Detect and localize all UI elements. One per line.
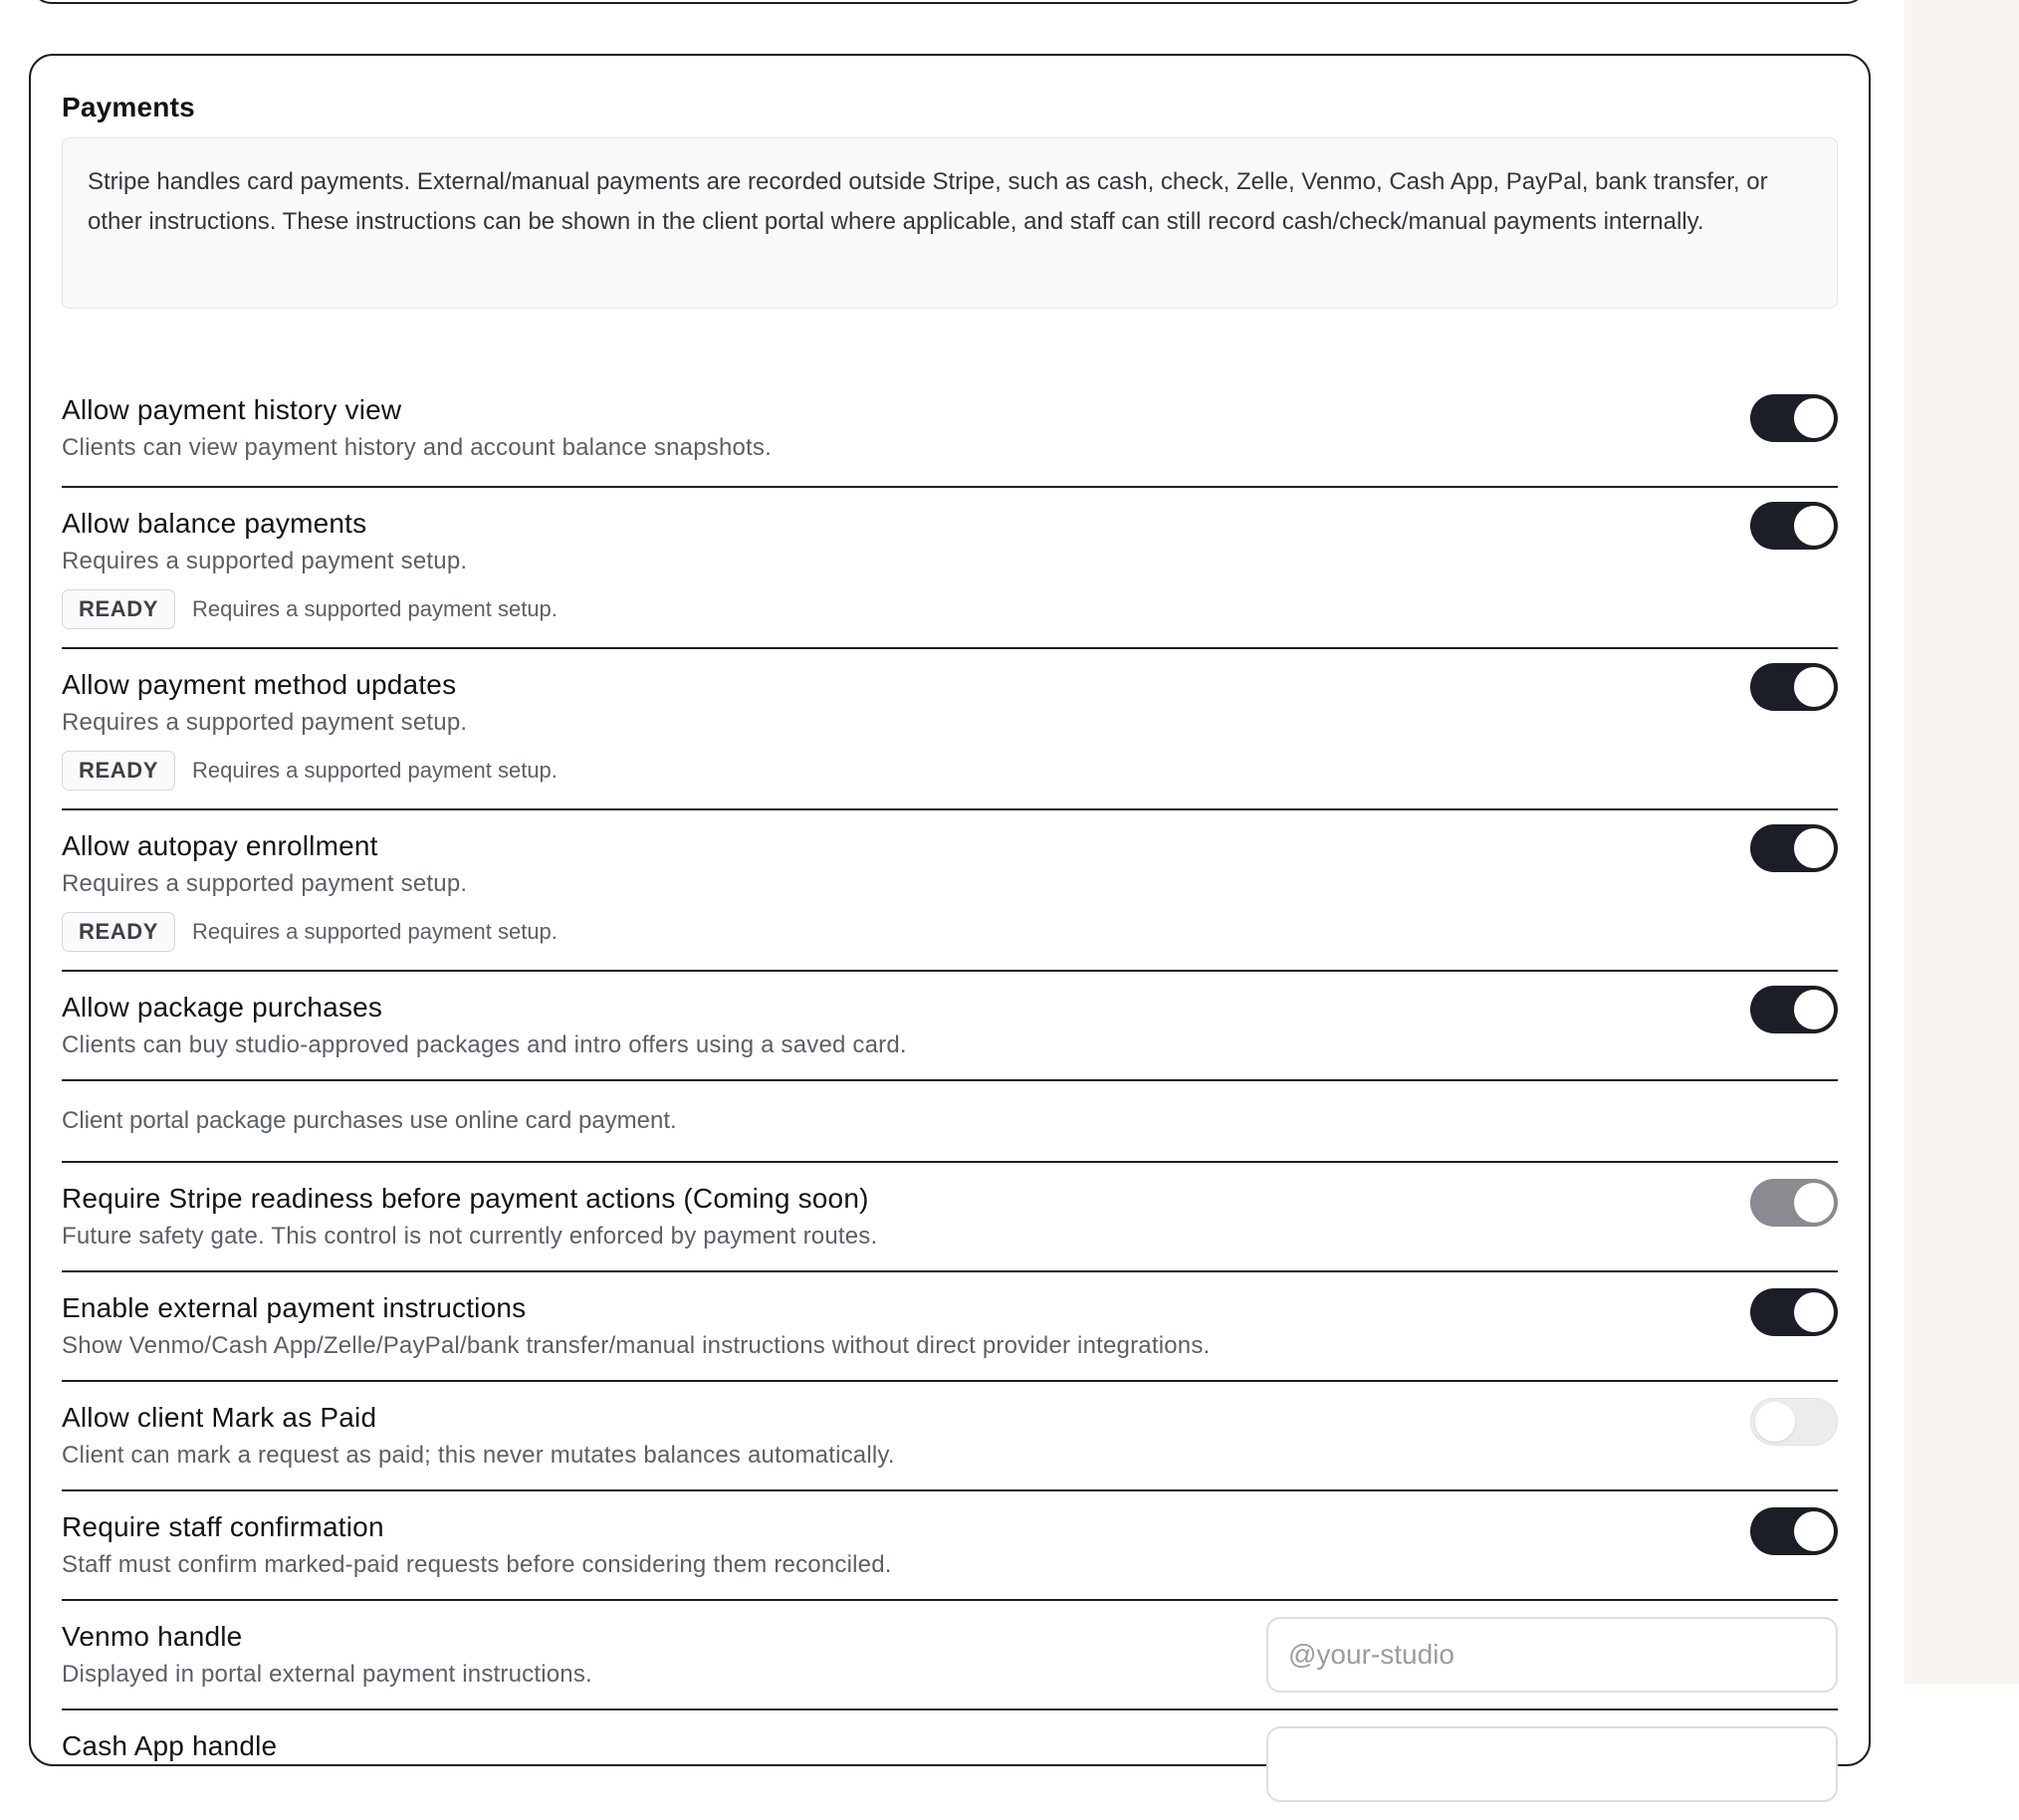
setting-description: Staff must confirm marked-paid requests before considering them reconciled. <box>62 1551 892 1578</box>
external-instructions-toggle[interactable] <box>1750 1288 1838 1336</box>
setting-row-stripe-readiness <box>62 1163 1838 1272</box>
setting-row-autopay-enrollment <box>62 810 1838 972</box>
setting-title: Require staff confirmation <box>62 1511 384 1542</box>
mark-as-paid-toggle[interactable] <box>1750 1398 1838 1446</box>
setting-row-cashapp-handle <box>62 1710 1838 1820</box>
toggle-knob <box>1755 1402 1795 1442</box>
cashapp-handle-input[interactable] <box>1266 1726 1838 1802</box>
setting-row-venmo-handle <box>62 1601 1838 1710</box>
toggle-knob <box>1794 398 1834 438</box>
toggle-knob <box>1794 828 1834 868</box>
setting-row-staff-confirmation <box>62 1491 1838 1601</box>
section-title: Payments <box>62 92 195 122</box>
toggle-knob <box>1794 990 1834 1029</box>
setting-description: Client can mark a request as paid; this never mutates balances automatically. <box>62 1442 895 1469</box>
status-badge: READY <box>62 589 175 629</box>
package-purchases-toggle[interactable] <box>1750 986 1838 1033</box>
toggle-knob <box>1794 1511 1834 1551</box>
payment-method-updates-toggle[interactable] <box>1750 663 1838 711</box>
readiness-status-line <box>62 751 558 791</box>
right-panel-background <box>1905 0 2019 1685</box>
setting-title: Allow payment history view <box>62 394 402 425</box>
status-text: Requires a supported payment setup. <box>192 596 558 621</box>
setting-title: Venmo handle <box>62 1621 243 1652</box>
setting-row-balance-payments <box>62 488 1838 649</box>
stripe-readiness-toggle <box>1750 1179 1838 1227</box>
autopay-enrollment-toggle[interactable] <box>1750 824 1838 872</box>
toggle-knob <box>1794 667 1834 707</box>
setting-row-payment-history <box>62 309 1838 488</box>
readiness-status-line <box>62 912 558 952</box>
status-text: Requires a supported payment setup. <box>192 919 558 944</box>
setting-title: Cash App handle <box>62 1730 278 1761</box>
setting-title: Allow package purchases <box>62 992 383 1023</box>
setting-description: Future safety gate. This control is not currently enforced by payment routes. <box>62 1223 878 1250</box>
package-purchases-note-row <box>62 1081 1838 1163</box>
setting-title: Require Stripe readiness before payment actions (Coming soon) <box>62 1183 869 1214</box>
staff-confirmation-toggle[interactable] <box>1750 1507 1838 1555</box>
setting-description: Requires a supported payment setup. <box>62 870 468 897</box>
payments-info-box: Stripe handles card payments. External/manual payments are recorded outside Stripe, such as cash, check, Zelle, Venmo, Cash App, PayPal, bank transfer, or other instructions. These instructions can be shown in the client portal where applicable, and staff can still record cash/check/manual payments internally. <box>62 137 1838 309</box>
setting-row-package-purchases <box>62 972 1838 1081</box>
status-badge: READY <box>62 751 175 791</box>
setting-row-external-instructions <box>62 1272 1838 1382</box>
package-purchases-note: Client portal package purchases use online card payment. <box>62 1107 677 1134</box>
toggle-knob <box>1794 1292 1834 1332</box>
setting-description: Displayed in portal external payment instructions. <box>62 1661 592 1688</box>
status-badge: READY <box>62 912 175 952</box>
readiness-status-line <box>62 589 558 629</box>
setting-description: Clients can buy studio-approved packages and intro offers using a saved card. <box>62 1031 907 1058</box>
setting-description: Clients can view payment history and account balance snapshots. <box>62 434 772 461</box>
setting-row-payment-method-updates <box>62 649 1838 810</box>
previous-section-card <box>30 0 1868 4</box>
balance-payments-toggle[interactable] <box>1750 502 1838 550</box>
setting-title: Allow payment method updates <box>62 669 457 700</box>
setting-title: Allow client Mark as Paid <box>62 1402 377 1433</box>
setting-description: Requires a supported payment setup. <box>62 709 468 736</box>
payment-history-toggle[interactable] <box>1750 394 1838 442</box>
setting-title: Enable external payment instructions <box>62 1292 527 1323</box>
toggle-knob <box>1794 1183 1834 1223</box>
venmo-handle-input[interactable] <box>1266 1617 1838 1693</box>
toggle-knob <box>1794 506 1834 546</box>
setting-description: Requires a supported payment setup. <box>62 548 468 574</box>
setting-description: Show Venmo/Cash App/Zelle/PayPal/bank transfer/manual instructions without direct provider integrations. <box>62 1332 1211 1359</box>
status-text: Requires a supported payment setup. <box>192 758 558 783</box>
setting-title: Allow autopay enrollment <box>62 830 378 861</box>
setting-row-mark-as-paid <box>62 1382 1838 1491</box>
payments-card <box>29 54 1871 1766</box>
setting-title: Allow balance payments <box>62 508 367 539</box>
